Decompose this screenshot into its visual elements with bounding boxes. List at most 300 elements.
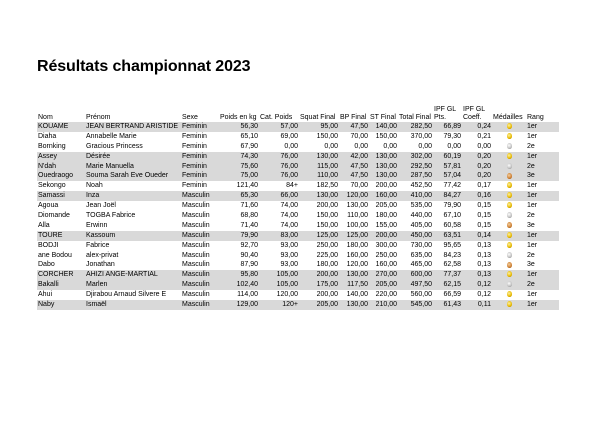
cell-total: 560,00: [410, 291, 432, 299]
cell-poids: 71,60: [240, 202, 258, 210]
cell-cat: 74,00: [280, 221, 298, 229]
cell-prenom: Marlen: [85, 280, 181, 290]
cell-sexe: Feminin: [182, 132, 207, 140]
table-row: [37, 270, 559, 280]
cell-st: 210,00: [369, 300, 398, 310]
cell-poids: 65,30: [219, 191, 259, 201]
cell-rang: 1er: [526, 122, 559, 132]
gold-medal-icon: [507, 291, 512, 297]
cell-cat: 84+: [286, 182, 298, 190]
cell-rang: 1er: [526, 152, 559, 162]
cell-total: 287,50: [398, 171, 433, 181]
col-header-ipf-coeff: IPF GL Coeff.: [463, 106, 485, 121]
cell-squat: 130,00: [299, 152, 339, 162]
table-row: [37, 251, 559, 261]
cell-total: 465,00: [410, 261, 432, 269]
cell-sexe: Feminin: [181, 152, 219, 162]
col-header-squat: Squat Final: [300, 114, 336, 121]
cell-sexe: Masculin: [182, 261, 210, 269]
table-row: [37, 122, 559, 132]
cell-rang: 2e: [526, 280, 559, 290]
cell-cat: 74,00: [280, 202, 298, 210]
cell-st: 200,00: [369, 231, 398, 241]
cell-ipf-pts: 66,89: [433, 122, 462, 132]
cell-st: 155,00: [375, 221, 397, 229]
cell-rang: 1er: [527, 241, 538, 249]
col-header-rang: Rang: [527, 114, 544, 121]
cell-poids: 65,10: [240, 132, 258, 140]
gold-medal-icon: [507, 153, 512, 159]
cell-medaille: [492, 191, 526, 201]
cell-cat: 93,00: [280, 261, 298, 269]
cell-medaille: [492, 270, 526, 280]
col-header-st: ST Final: [370, 114, 396, 121]
cell-ipf-coeff: 0,13: [477, 251, 491, 259]
cell-bp: 110,00: [347, 211, 368, 219]
cell-ipf-pts: 57,81: [433, 162, 462, 172]
cell-bp: 120,00: [346, 261, 368, 269]
cell-sexe: Masculin: [181, 280, 219, 290]
cell-sexe: Masculin: [182, 221, 210, 229]
cell-nom: Sekongo: [38, 182, 66, 190]
cell-ipf-coeff: 0,15: [477, 221, 491, 229]
cell-nom: ane Bodou: [38, 251, 72, 259]
gold-medal-icon: [507, 202, 512, 208]
cell-total: 497,50: [398, 280, 433, 290]
cell-ipf-coeff: 0,14: [462, 231, 492, 241]
cell-bp: 120,00: [339, 191, 369, 201]
cell-prenom: JEAN BERTRAND ARISTIDE: [85, 122, 181, 132]
col-header-cat: Cat. Poids: [260, 114, 293, 121]
cell-cat: 120,00: [276, 291, 298, 299]
col-header-poids: Poids en kg: [220, 114, 257, 121]
col-header-ipf-pts: IPF GL Pts.: [434, 106, 456, 121]
cell-ipf-coeff: 0,15: [477, 211, 491, 219]
table-row: [37, 290, 559, 300]
cell-squat: 115,00: [299, 162, 339, 172]
cell-squat: 150,00: [316, 221, 338, 229]
cell-ipf-pts: 77,37: [433, 270, 462, 280]
col-header-nom: Nom: [38, 114, 53, 121]
cell-st: 220,00: [375, 291, 397, 299]
cell-bp: 125,00: [339, 231, 369, 241]
gold-medal-icon: [507, 192, 512, 198]
cell-nom: TOURE: [37, 231, 85, 241]
cell-ipf-coeff: 0,00: [477, 142, 491, 150]
cell-st: 130,00: [369, 152, 398, 162]
cell-ipf-pts: 66,59: [443, 291, 461, 299]
cell-ipf-pts: 57,04: [433, 171, 462, 181]
cell-total: 535,00: [410, 202, 432, 210]
cell-prenom: Annabelle Marie: [86, 132, 137, 140]
cell-ipf-pts: 84,23: [443, 251, 461, 259]
cell-nom: Bornking: [38, 142, 66, 150]
cell-prenom: Inza: [85, 191, 181, 201]
silver-medal-icon: [507, 281, 512, 287]
cell-squat: 175,00: [299, 280, 339, 290]
cell-st: 250,00: [375, 251, 397, 259]
gold-medal-icon: [507, 182, 512, 188]
cell-nom: KOUAME: [37, 122, 85, 132]
cell-squat: 0,00: [324, 142, 338, 150]
cell-prenom: Jean Joël: [86, 202, 116, 210]
cell-st: 150,00: [375, 132, 397, 140]
cell-st: 130,00: [369, 171, 398, 181]
cell-prenom: Souma Sarah Eve Oueder: [85, 171, 181, 181]
cell-bp: 130,00: [339, 270, 369, 280]
cell-ipf-coeff: 0,15: [477, 202, 491, 210]
cell-medaille: [492, 241, 526, 251]
cell-poids: 114,00: [237, 291, 258, 299]
cell-nom: Assey: [37, 152, 85, 162]
cell-rang: 2e: [526, 162, 559, 172]
cell-ipf-coeff: 0,20: [462, 162, 492, 172]
cell-medaille: [492, 280, 526, 290]
cell-bp: 160,00: [346, 251, 368, 259]
cell-total: 600,00: [398, 270, 433, 280]
cell-medaille: [492, 290, 526, 300]
header-row: [37, 106, 559, 122]
cell-total: 405,00: [410, 221, 432, 229]
cell-medaille: [492, 181, 526, 191]
gold-medal-icon: [507, 133, 512, 139]
cell-st: 205,00: [369, 280, 398, 290]
cell-rang: 1er: [527, 182, 538, 190]
cell-cat: 93,00: [280, 241, 298, 249]
cell-prenom: Ismaël: [85, 300, 181, 310]
cell-ipf-pts: 79,30: [443, 132, 461, 140]
cell-ipf-pts: 62,15: [433, 280, 462, 290]
cell-bp: 47,50: [339, 162, 369, 172]
cell-squat: 130,00: [299, 191, 339, 201]
cell-medaille: [492, 221, 526, 231]
cell-total: 450,00: [398, 231, 433, 241]
cell-rang: 3e: [526, 171, 559, 181]
cell-ipf-coeff: 0,21: [477, 132, 491, 140]
cell-ipf-pts: 0,00: [447, 142, 461, 150]
cell-bp: 180,00: [346, 241, 368, 249]
cell-total: 545,00: [398, 300, 433, 310]
cell-squat: 182,50: [316, 182, 338, 190]
cell-poids: 87,90: [240, 261, 258, 269]
cell-ipf-coeff: 0,11: [462, 300, 492, 310]
cell-squat: 125,00: [299, 231, 339, 241]
cell-total: 452,50: [410, 182, 432, 190]
cell-ipf-pts: 60,58: [443, 221, 461, 229]
cell-sexe: Masculin: [181, 231, 219, 241]
cell-cat: 93,00: [280, 251, 298, 259]
cell-ipf-coeff: 0,16: [462, 191, 492, 201]
cell-cat: 69,00: [280, 132, 298, 140]
table-row: [37, 181, 559, 191]
table-row: [37, 241, 559, 251]
cell-cat: 105,00: [259, 280, 299, 290]
table-row: [37, 201, 559, 211]
cell-poids: 90,40: [240, 251, 258, 259]
cell-prenom: Fabrice: [86, 241, 110, 249]
cell-prenom: Djirabou Arnaud Silvere E: [86, 291, 167, 299]
col-header-medailles: Médailles: [493, 114, 523, 121]
cell-ipf-pts: 79,90: [443, 202, 461, 210]
cell-medaille: [492, 201, 526, 211]
cell-poids: 68,80: [240, 211, 258, 219]
cell-squat: 205,00: [299, 300, 339, 310]
col-header-prenom: Prénom: [86, 114, 111, 121]
cell-ipf-coeff: 0,24: [462, 122, 492, 132]
cell-st: 300,00: [375, 241, 397, 249]
cell-rang: 2e: [527, 251, 535, 259]
cell-squat: 180,00: [316, 261, 338, 269]
cell-poids: 121,40: [236, 182, 258, 190]
cell-sexe: Masculin: [182, 211, 210, 219]
cell-total: 410,00: [398, 191, 433, 201]
cell-poids: 56,30: [219, 122, 259, 132]
col-header-sexe: Sexe: [182, 114, 198, 121]
cell-medaille: [492, 122, 526, 132]
gold-medal-icon: [507, 123, 512, 129]
cell-st: 200,00: [375, 182, 397, 190]
cell-nom: N'dah: [37, 162, 85, 172]
cell-medaille: [492, 142, 526, 152]
cell-sexe: Masculin: [181, 191, 219, 201]
cell-total: 292,50: [398, 162, 433, 172]
cell-prenom: Jonathan: [86, 261, 115, 269]
table-row: [37, 221, 559, 231]
cell-rang: 3e: [527, 221, 535, 229]
cell-sexe: Masculin: [182, 241, 210, 249]
cell-cat: 76,00: [259, 152, 299, 162]
cell-poids: 92,70: [240, 241, 258, 249]
cell-bp: 0,00: [354, 142, 368, 150]
page-title: Résultats championnat 2023: [37, 58, 251, 75]
cell-squat: 200,00: [316, 202, 338, 210]
cell-total: 440,00: [410, 211, 432, 219]
cell-st: 160,00: [369, 191, 398, 201]
col-header-bp: BP Final: [340, 114, 367, 121]
cell-st: 140,00: [369, 122, 398, 132]
cell-cat: 76,00: [259, 171, 299, 181]
cell-total: 302,00: [398, 152, 433, 162]
cell-nom: Dabo: [38, 261, 55, 269]
col-header-total: Total Final: [399, 114, 431, 121]
cell-sexe: Masculin: [182, 202, 210, 210]
cell-sexe: Feminin: [182, 142, 207, 150]
cell-medaille: [492, 152, 526, 162]
cell-prenom: Désirée: [85, 152, 181, 162]
cell-medaille: [492, 260, 526, 270]
cell-st: 180,00: [375, 211, 397, 219]
cell-bp: 130,00: [346, 202, 368, 210]
cell-rang: 2e: [527, 211, 535, 219]
cell-squat: 200,00: [299, 270, 339, 280]
cell-rang: 1er: [526, 270, 559, 280]
table-row: [37, 142, 559, 152]
cell-sexe: Masculin: [182, 291, 210, 299]
cell-ipf-pts: 67,10: [443, 211, 461, 219]
cell-poids: 79,90: [219, 231, 259, 241]
cell-prenom: alex-privat: [86, 251, 119, 259]
cell-bp: 100,00: [346, 221, 368, 229]
cell-ipf-pts: 77,42: [443, 182, 461, 190]
cell-nom: Diaha: [38, 132, 57, 140]
cell-sexe: Masculin: [181, 300, 219, 310]
cell-prenom: Gracious Princess: [86, 142, 143, 150]
cell-sexe: Feminin: [181, 162, 219, 172]
bronze-medal-icon: [507, 222, 512, 228]
silver-medal-icon: [507, 252, 512, 258]
cell-poids: 75,00: [219, 171, 259, 181]
cell-ipf-coeff: 0,13: [462, 270, 492, 280]
cell-medaille: [492, 231, 526, 241]
cell-total: 730,00: [410, 241, 432, 249]
cell-ipf-coeff: 0,12: [462, 280, 492, 290]
cell-bp: 42,00: [339, 152, 369, 162]
cell-cat: 76,00: [259, 162, 299, 172]
cell-medaille: [492, 162, 526, 172]
bronze-medal-icon: [507, 173, 512, 179]
cell-rang: 3e: [527, 261, 535, 269]
cell-cat: 0,00: [284, 142, 298, 150]
cell-nom: Bakalli: [37, 280, 85, 290]
cell-rang: 1er: [527, 132, 538, 140]
cell-total: 0,00: [418, 142, 432, 150]
cell-poids: 67,90: [240, 142, 258, 150]
cell-st: 270,00: [369, 270, 398, 280]
cell-ipf-coeff: 0,17: [477, 182, 491, 190]
cell-poids: 95,80: [219, 270, 259, 280]
cell-squat: 250,00: [316, 241, 338, 249]
cell-cat: 74,00: [280, 211, 298, 219]
cell-bp: 140,00: [346, 291, 368, 299]
cell-nom: Naby: [37, 300, 85, 310]
cell-bp: 130,00: [339, 300, 369, 310]
cell-bp: 47,50: [339, 171, 369, 181]
cell-cat: 57,00: [259, 122, 299, 132]
cell-bp: 117,50: [339, 280, 369, 290]
cell-cat: 120+: [259, 300, 299, 310]
cell-poids: 75,60: [219, 162, 259, 172]
cell-bp: 70,00: [350, 182, 368, 190]
cell-ipf-coeff: 0,13: [477, 241, 491, 249]
cell-cat: 83,00: [259, 231, 299, 241]
table-row: [37, 231, 559, 241]
cell-ipf-coeff: 0,20: [462, 171, 492, 181]
cell-st: 205,00: [375, 202, 397, 210]
cell-prenom: Erwinn: [86, 221, 108, 229]
cell-prenom: TOGBA Fabrice: [86, 211, 136, 219]
cell-sexe: Masculin: [182, 251, 210, 259]
table-row: [37, 260, 559, 270]
cell-cat: 105,00: [259, 270, 299, 280]
cell-ipf-pts: 84,27: [433, 191, 462, 201]
cell-ipf-pts: 95,65: [443, 241, 461, 249]
cell-prenom: Noah: [86, 182, 103, 190]
cell-ipf-pts: 63,51: [433, 231, 462, 241]
cell-rang: 1er: [526, 191, 559, 201]
bronze-medal-icon: [507, 262, 512, 268]
cell-medaille: [492, 132, 526, 142]
cell-st: 0,00: [383, 142, 397, 150]
cell-rang: 1er: [526, 300, 559, 310]
cell-poids: 102,40: [219, 280, 259, 290]
cell-poids: 129,00: [219, 300, 259, 310]
results-table: [37, 106, 559, 310]
cell-ipf-coeff: 0,13: [477, 261, 491, 269]
cell-nom: Diomande: [38, 211, 70, 219]
cell-sexe: Feminin: [181, 122, 219, 132]
cell-bp: 70,00: [350, 132, 368, 140]
table-row: [37, 300, 559, 310]
cell-ipf-coeff: 0,12: [477, 291, 491, 299]
cell-rang: 1er: [527, 202, 538, 210]
cell-medaille: [492, 300, 526, 310]
cell-prenom: Marie Manuella: [85, 162, 181, 172]
cell-st: 160,00: [375, 261, 397, 269]
gold-medal-icon: [507, 232, 512, 238]
cell-bp: 47,50: [339, 122, 369, 132]
cell-sexe: Masculin: [181, 270, 219, 280]
table-row: [37, 191, 559, 201]
cell-ipf-pts: 62,58: [443, 261, 461, 269]
cell-rang: 1er: [527, 291, 538, 299]
cell-prenom: AHIZI ANGE-MARTIAL: [85, 270, 181, 280]
silver-medal-icon: [507, 212, 512, 218]
cell-nom: BODJI: [38, 241, 59, 249]
cell-total: 282,50: [398, 122, 433, 132]
cell-cat: 66,00: [259, 191, 299, 201]
cell-rang: 2e: [527, 142, 535, 150]
cell-poids: 71,40: [240, 221, 258, 229]
cell-st: 130,00: [369, 162, 398, 172]
cell-rang: 1er: [526, 231, 559, 241]
cell-ipf-coeff: 0,20: [462, 152, 492, 162]
cell-nom: Ouedraogo: [37, 171, 85, 181]
cell-squat: 225,00: [316, 251, 338, 259]
table-row: [37, 280, 559, 290]
cell-squat: 200,00: [316, 291, 338, 299]
cell-sexe: Feminin: [182, 182, 207, 190]
cell-sexe: Feminin: [181, 171, 219, 181]
gold-medal-icon: [507, 271, 512, 277]
cell-ipf-pts: 60,19: [433, 152, 462, 162]
cell-medaille: [492, 171, 526, 181]
cell-squat: 150,00: [316, 132, 338, 140]
table-row: [37, 211, 559, 221]
silver-medal-icon: [507, 143, 512, 149]
cell-medaille: [492, 211, 526, 221]
cell-squat: 110,00: [299, 171, 339, 181]
gold-medal-icon: [507, 301, 512, 307]
cell-nom: CORCHER: [37, 270, 85, 280]
table-row: [37, 162, 559, 172]
cell-nom: Agoua: [38, 202, 59, 210]
cell-medaille: [492, 251, 526, 261]
cell-nom: Alla: [38, 221, 50, 229]
cell-prenom: Kassoum: [85, 231, 181, 241]
table-row: [37, 152, 559, 162]
cell-ipf-pts: 61,43: [433, 300, 462, 310]
silver-medal-icon: [507, 163, 512, 169]
cell-nom: Samassi: [37, 191, 85, 201]
table-row: [37, 132, 559, 142]
table-row: [37, 171, 559, 181]
cell-squat: 150,00: [316, 211, 338, 219]
cell-nom: Ahui: [38, 291, 53, 299]
cell-total: 370,00: [410, 132, 432, 140]
cell-poids: 74,30: [219, 152, 259, 162]
gold-medal-icon: [507, 242, 512, 248]
cell-squat: 95,00: [299, 122, 339, 132]
